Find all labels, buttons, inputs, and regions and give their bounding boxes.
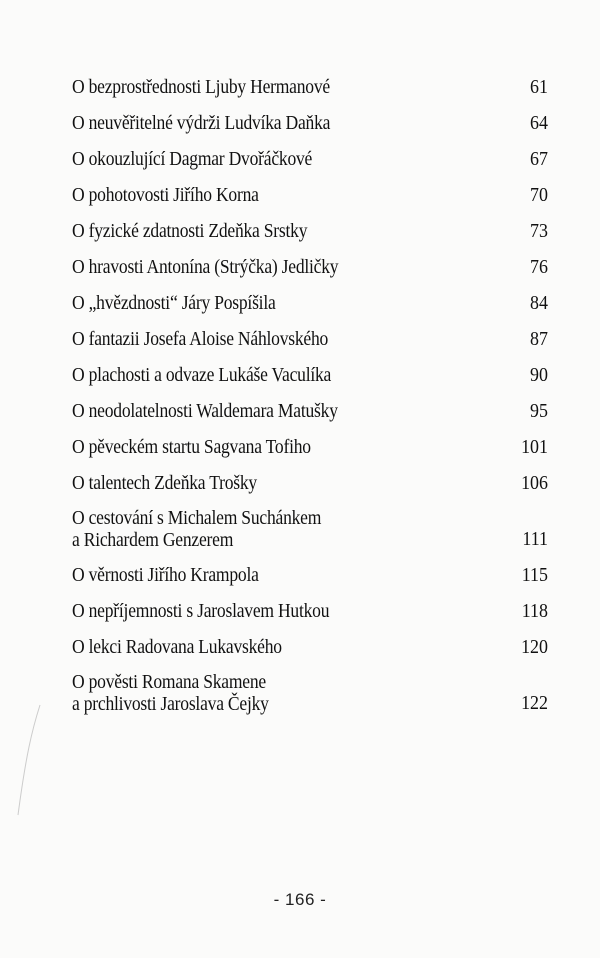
toc-entry-page: 122 bbox=[521, 693, 548, 714]
toc-entry-title-line: O fyzické zdatnosti Zdeňka Srstky bbox=[72, 221, 308, 242]
toc-entry-title bbox=[72, 600, 329, 624]
toc-entry-page: 84 bbox=[530, 293, 548, 314]
toc-entry-title bbox=[72, 400, 338, 424]
toc-entry-page: 118 bbox=[521, 601, 548, 622]
toc-entry-page: 76 bbox=[530, 257, 548, 278]
toc-entry-page: 95 bbox=[530, 401, 548, 422]
toc-entry-page: 115 bbox=[521, 565, 548, 586]
toc-entry bbox=[72, 436, 548, 460]
toc-entry-page: 111 bbox=[522, 529, 548, 550]
toc-entry bbox=[72, 472, 548, 496]
toc-entry-title bbox=[72, 508, 321, 552]
toc-entry-title-line: O fantazii Josefa Aloise Náhlovského bbox=[72, 329, 329, 350]
toc-entry-title bbox=[72, 148, 312, 172]
toc-entry-title-line: O neodolatelnosti Waldemara Matušky bbox=[72, 401, 338, 422]
toc-entry-title-line: O neuvěřitelné výdrži Ludvíka Daňka bbox=[72, 113, 331, 134]
toc-entry-title bbox=[72, 256, 338, 280]
toc-entry bbox=[72, 112, 548, 136]
toc-entry-page: 106 bbox=[521, 473, 548, 494]
toc-entry-title-line: O talentech Zdeňka Trošky bbox=[72, 473, 257, 494]
toc-entry-title-line: a prchlivosti Jaroslava Čejky bbox=[72, 694, 269, 715]
toc-entry bbox=[72, 600, 548, 624]
toc-entry bbox=[72, 636, 548, 660]
toc-entry-page: 73 bbox=[530, 221, 548, 242]
toc-entry-title-line: O plachosti a odvaze Lukáše Vaculíka bbox=[72, 365, 332, 386]
toc-entry bbox=[72, 76, 548, 100]
toc-entry-title bbox=[72, 364, 331, 388]
toc-entry-page: 87 bbox=[530, 329, 548, 350]
toc-entry bbox=[72, 672, 548, 716]
toc-entry-title-line: O lekci Radovana Lukavského bbox=[72, 637, 282, 658]
toc-entry-title bbox=[72, 292, 276, 316]
table-of-contents bbox=[72, 76, 548, 728]
toc-entry-title bbox=[72, 184, 259, 208]
toc-entry-title bbox=[72, 220, 307, 244]
toc-entry-title bbox=[72, 564, 259, 588]
toc-entry-title bbox=[72, 328, 328, 352]
scan-edge-mark bbox=[10, 700, 50, 820]
toc-entry-page: 120 bbox=[521, 637, 548, 658]
toc-entry-title-line: O hravosti Antonína (Strýčka) Jedličky bbox=[72, 257, 339, 278]
toc-entry-page: 64 bbox=[530, 113, 548, 134]
toc-entry-title-line: O nepříjemnosti s Jaroslavem Hutkou bbox=[72, 601, 330, 622]
toc-entry bbox=[72, 564, 548, 588]
toc-entry bbox=[72, 220, 548, 244]
toc-entry-title-line: O cestování s Michalem Suchánkem bbox=[72, 508, 322, 529]
toc-entry bbox=[72, 400, 548, 424]
toc-entry-title-line: O věrnosti Jiřího Krampola bbox=[72, 565, 259, 586]
toc-entry-title-line: O pohotovosti Jiřího Korna bbox=[72, 185, 259, 206]
toc-entry bbox=[72, 364, 548, 388]
toc-entry-title-line: O „hvězdnosti“ Járy Pospíšila bbox=[72, 293, 276, 314]
toc-entry-title-line: O bezprostřednosti Ljuby Hermanové bbox=[72, 77, 330, 98]
toc-entry bbox=[72, 508, 548, 552]
toc-entry-title-line: O pěveckém startu Sagvana Tofiho bbox=[72, 437, 311, 458]
toc-entry bbox=[72, 256, 548, 280]
toc-entry-page: 101 bbox=[521, 437, 548, 458]
toc-entry bbox=[72, 328, 548, 352]
toc-entry-page: 61 bbox=[530, 77, 548, 98]
toc-entry-page: 67 bbox=[530, 149, 548, 170]
toc-entry-page: 90 bbox=[530, 365, 548, 386]
toc-entry-title-line: O pověsti Romana Skamene bbox=[72, 672, 266, 693]
toc-entry bbox=[72, 184, 548, 208]
toc-entry-title bbox=[72, 672, 269, 716]
toc-entry-title bbox=[72, 76, 330, 100]
toc-entry bbox=[72, 292, 548, 316]
toc-entry-title bbox=[72, 436, 311, 460]
toc-entry-title-line: a Richardem Genzerem bbox=[72, 530, 234, 551]
toc-entry-title bbox=[72, 472, 257, 496]
toc-entry-title bbox=[72, 112, 330, 136]
toc-entry-page: 70 bbox=[530, 185, 548, 206]
page-number: - 166 - bbox=[273, 890, 327, 909]
toc-entry-title-line: O okouzlující Dagmar Dvořáčkové bbox=[72, 149, 313, 170]
toc-entry-title bbox=[72, 636, 282, 660]
toc-entry bbox=[72, 148, 548, 172]
